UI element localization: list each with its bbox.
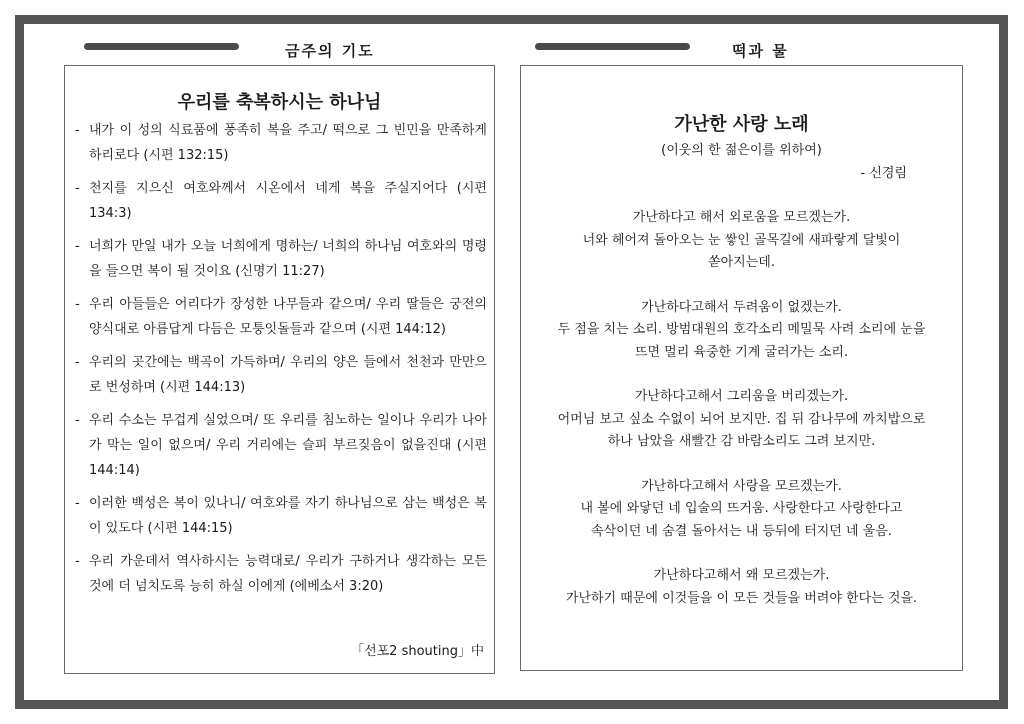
- verse-text: 천지를 지으신 여호와께서 시온에서 네게 복을 주실지어다 (시편 134:3): [89, 181, 487, 221]
- verse-dash: -: [75, 355, 80, 370]
- poem-line: 쏟아지는데.: [708, 255, 775, 270]
- verse-item: [75, 176, 487, 226]
- verse-item: [75, 292, 487, 342]
- left-header-title: 금주의 기도: [285, 42, 375, 60]
- verse-text: 우리 가운데서 역사하시는 능력대로/ 우리가 구하거나 생각하는 모든 것에 더 넘치도록 능히 하실 이에게 (에베소서 3:20): [89, 554, 487, 594]
- poem-line: 어머님 보고 싶소 수없이 뇌어 보지만. 집 뒤 감나무에 까치밥으로: [557, 411, 926, 427]
- verse-text: 너희가 만일 내가 오늘 너희에게 명하는/ 너희의 하나님 여호와의 명령을 들으면 복이 될 것이요 (신명기 11:27): [89, 239, 487, 279]
- poem-author: - 신경림: [860, 166, 907, 181]
- prayer-title: 우리를 축복하시는 하나님: [177, 92, 382, 113]
- verse-dash: -: [75, 123, 80, 138]
- verse-dash: -: [75, 554, 80, 569]
- poem-line: 가난하다고 해서 외로움을 모르겠는가.: [632, 210, 851, 225]
- left-header-bar: [84, 43, 239, 50]
- verse-dash: -: [75, 496, 80, 511]
- verse-item: [75, 118, 487, 168]
- stanza: [521, 297, 962, 365]
- poem-title: 가난한 사랑 노래: [674, 114, 809, 135]
- poem-body: [521, 207, 962, 632]
- verse-dash: -: [75, 239, 80, 254]
- verse-text: 우리의 곳간에는 백곡이 가득하며/ 우리의 양은 들에서 천천과 만만으로 번성하며 (시편 144:13): [89, 355, 487, 395]
- verse-item: [75, 491, 487, 541]
- verse-dash: -: [75, 413, 80, 428]
- poem-subtitle: (이웃의 한 젊은이를 위하여): [661, 143, 822, 158]
- prayer-panel: [64, 65, 495, 674]
- verse-list: [75, 118, 487, 607]
- poem-line: 두 점을 치는 소리. 방범대원의 호각소리 메밀묵 사려 소리에 눈을: [557, 322, 926, 337]
- verse-item: [75, 408, 487, 483]
- stanza: [521, 386, 962, 454]
- poem-line: 가난하다고해서 두려움이 없겠는가.: [641, 299, 842, 315]
- verse-item: [75, 549, 487, 599]
- verse-text: 우리 아들들은 어리다가 장성한 나무들과 같으며/ 우리 딸들은 궁전의 양식대로 아름답게 다듬은 모퉁잇돌들과 같으며 (시편 144:12): [89, 297, 487, 337]
- poem-line: 가난하다고해서 그리움을 버리겠는가.: [634, 389, 849, 404]
- verse-text: 우리 수소는 무겁게 실었으며/ 또 우리를 침노하는 일이나 우리가 나아가 막는 일이 없으며/ 우리 거리에는 슬피 부르짖음이 없을진대 (시편 144:14): [89, 413, 487, 478]
- stanza: [521, 565, 962, 610]
- stanza: [521, 207, 962, 275]
- verse-item: [75, 350, 487, 400]
- poem-line: 가난하다고해서 사랑을 모르겠는가.: [641, 478, 842, 494]
- poem-line: 속삭이던 네 숨결 돌아서는 내 등뒤에 터지던 네 울음.: [591, 523, 892, 539]
- verse-text: 이러한 백성은 복이 있나니/ 여호와를 자기 하나님으로 삼는 백성은 복이 있도다 (시편 144:15): [89, 496, 487, 536]
- right-header-bar: [535, 43, 690, 50]
- right-header-title: 떡과 물: [732, 42, 789, 60]
- verse-item: [75, 234, 487, 284]
- poem-line: 가난하다고해서 왜 모르겠는가.: [653, 568, 830, 583]
- poem-line: 하나 남았을 새빨간 감 바람소리도 그려 보지만.: [607, 434, 876, 449]
- verse-dash: -: [75, 181, 80, 196]
- poem-panel: [520, 65, 963, 671]
- poem-line: 뜨면 멀리 육중한 기계 굴러가는 소리.: [634, 344, 849, 360]
- verse-dash: -: [75, 297, 80, 312]
- stanza: [521, 476, 962, 544]
- poem-line: 너와 헤어져 돌아오는 눈 쌓인 골목길에 새파랗게 달빛이: [582, 232, 901, 248]
- source-note: 「선포2 shouting」中: [351, 644, 484, 659]
- verse-text: 내가 이 성의 식료품에 풍족히 복을 주고/ 떡으로 그 빈민을 만족하게 하리로다 (시편 132:15): [89, 123, 487, 163]
- poem-line: 가난하기 때문에 이것들을 이 모든 것들을 버려야 한다는 것을.: [565, 590, 918, 606]
- poem-line: 내 볼에 와닿던 네 입술의 뜨거움. 사랑한다고 사랑한다고: [580, 501, 903, 516]
